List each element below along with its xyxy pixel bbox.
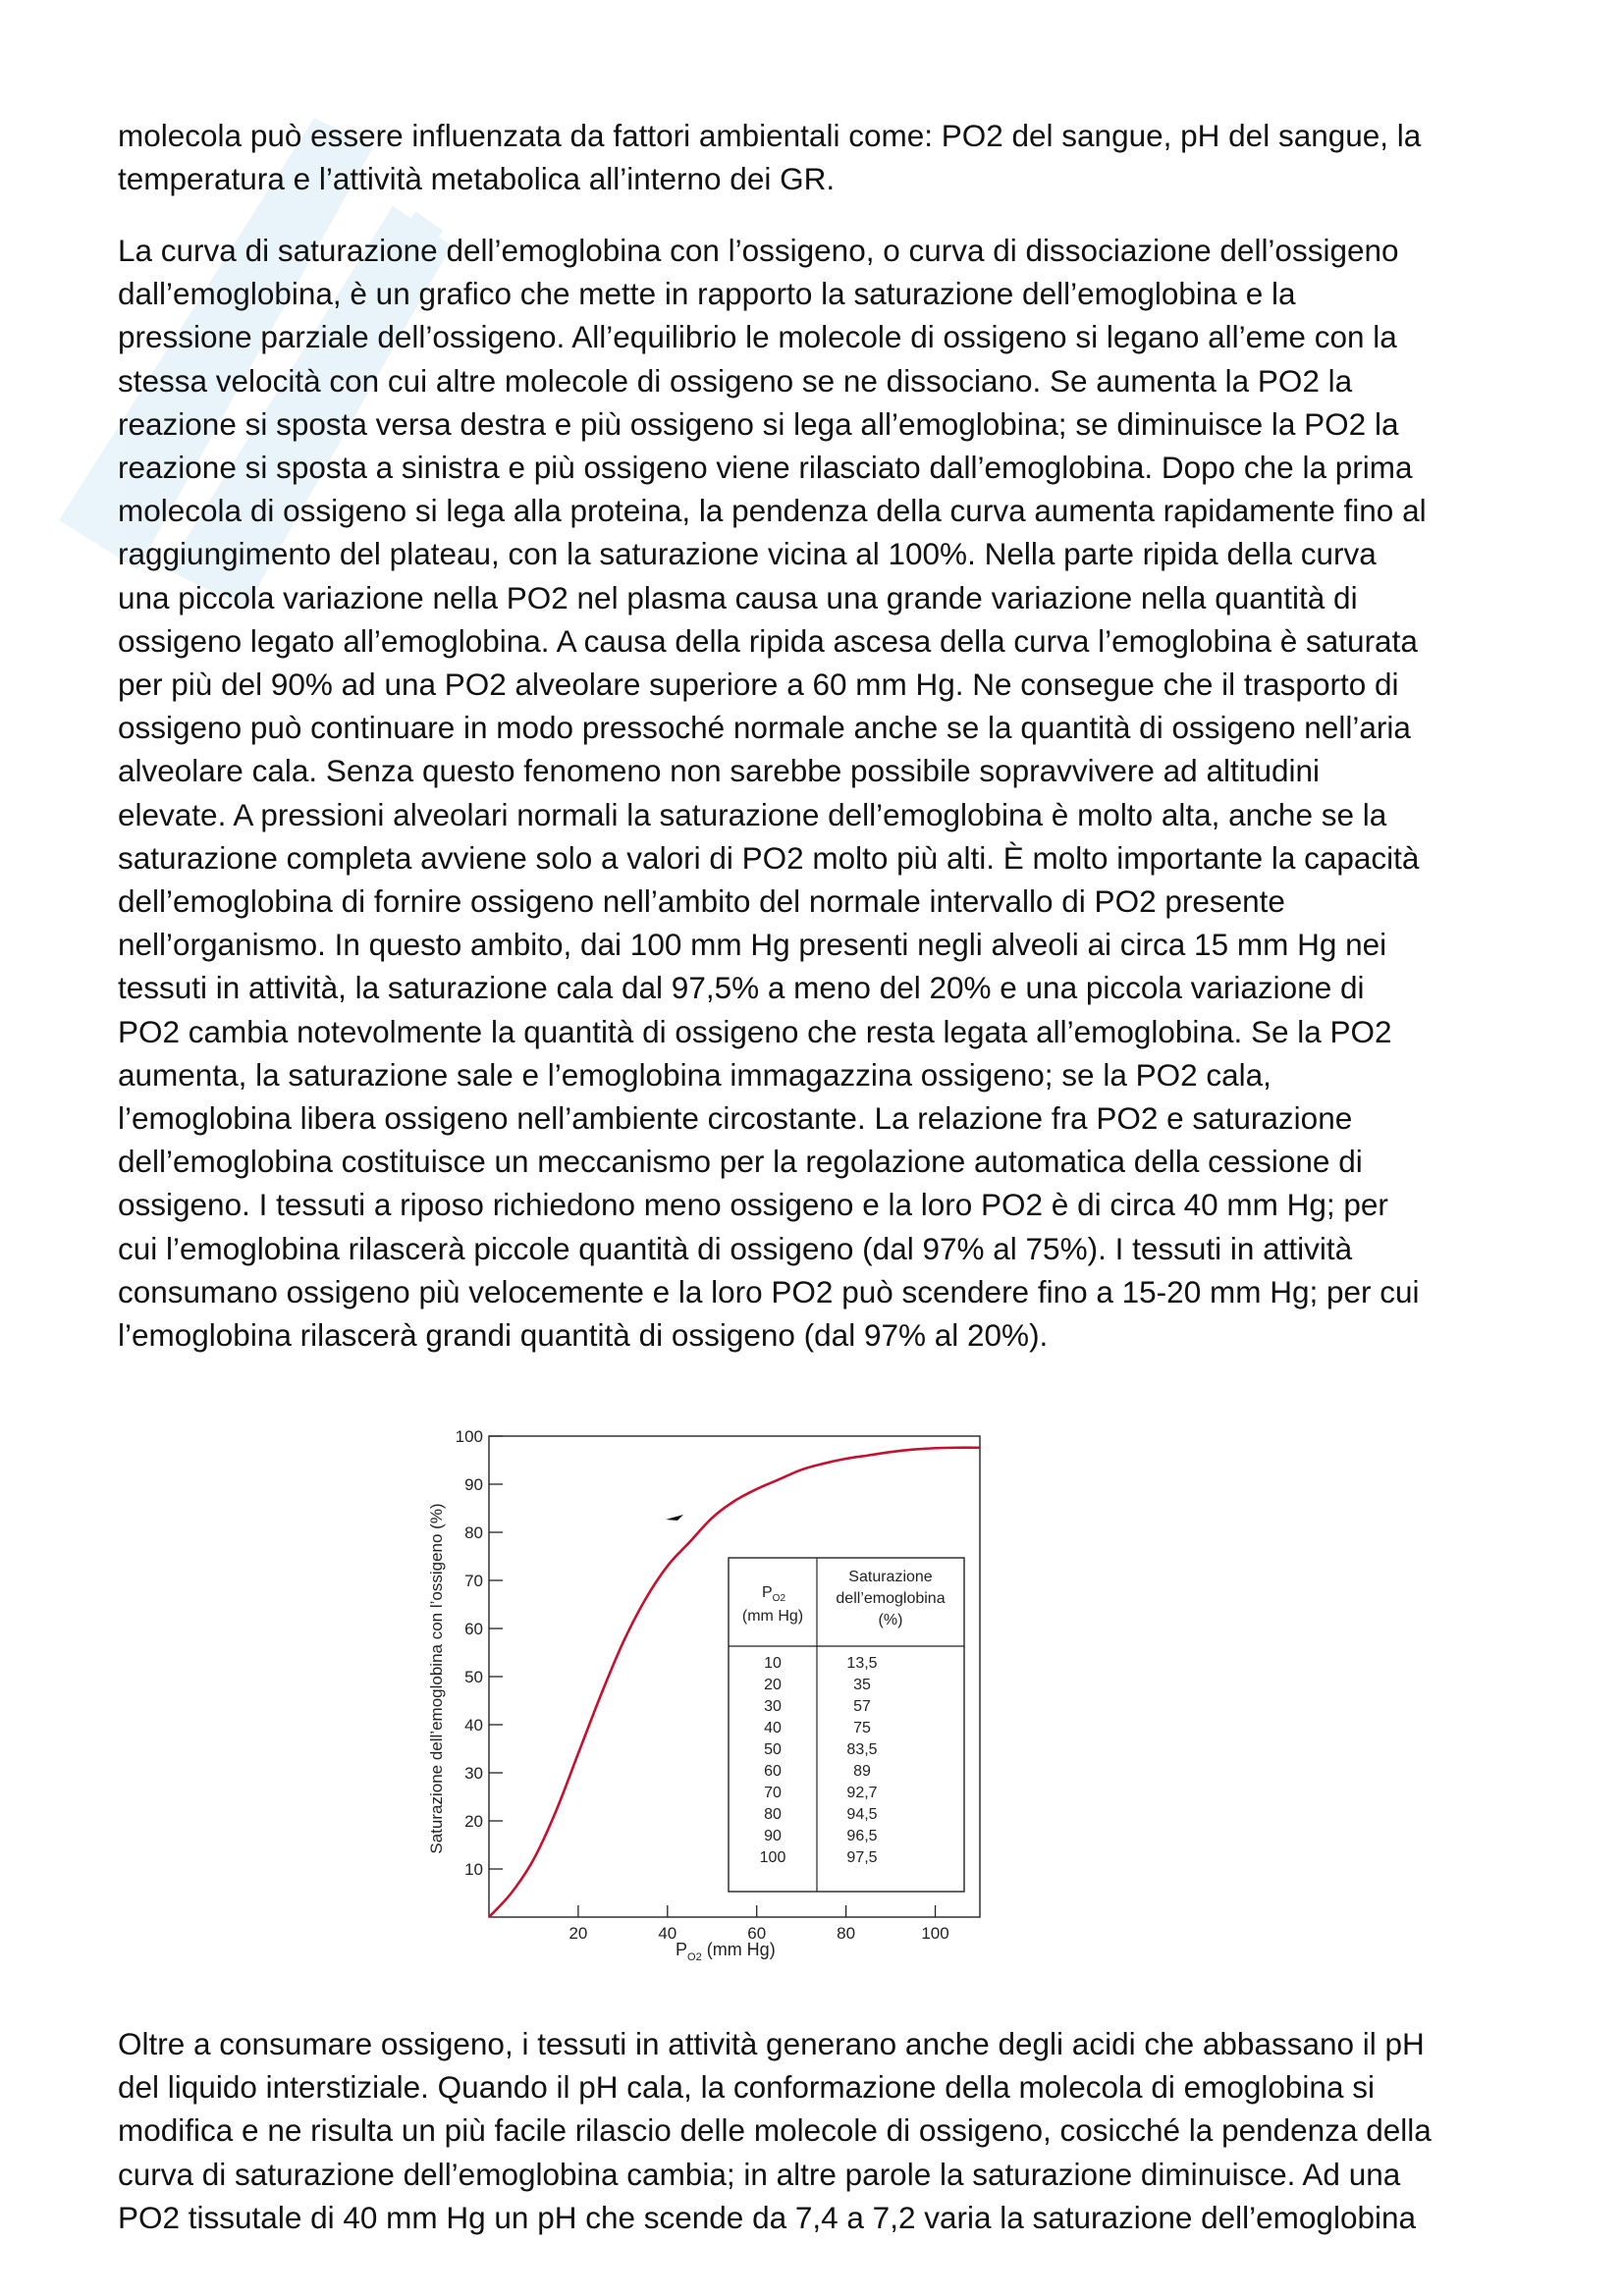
y-axis-label — [427, 1503, 446, 1853]
table-cell-po2: 100 — [759, 1849, 786, 1866]
x-ticks — [568, 1905, 948, 1943]
x-axis-title-main: P — [676, 1940, 688, 1959]
text-line: molecola può essere influenzata da fattori ambientali come: PO2 del sangue, pH del sangue, la — [118, 118, 1422, 153]
table-cell-saturation: 57 — [853, 1698, 871, 1715]
table-cell-saturation: 96,5 — [846, 1828, 878, 1844]
table-cell-po2: 90 — [764, 1828, 782, 1844]
x-tick-label: 80 — [837, 1924, 856, 1943]
text-line: curva di saturazione dell’emoglobina cambia; in altre parole la saturazione diminuisce. Ad una — [118, 2156, 1401, 2192]
text-line: dell’emoglobina di fornire ossigeno nell’ambito del normale intervallo di PO2 presente — [118, 883, 1285, 920]
table-header-saturation: (%) — [878, 1612, 903, 1629]
text-line: temperatura e l’attività metabolica all’interno dei GR. — [118, 161, 836, 197]
text-line: saturazione completa avviene solo a valori di PO2 molto più alti. È molto importante la capacità — [118, 839, 1420, 876]
saturation-chart — [412, 1418, 1001, 1988]
table-cell-po2: 60 — [764, 1763, 782, 1780]
x-tick-label: 40 — [658, 1924, 677, 1943]
text-line: stessa velocità con cui altre molecole di ossigeno se ne dissociano. Se aumenta la PO2 la — [118, 362, 1353, 399]
y-axis-title: Saturazione dell’emoglobina con l’ossigeno (%) — [427, 1503, 446, 1854]
text-line: raggiungimento del plateau, con la saturazione vicina al 100%. Nella parte ripida della curva — [118, 536, 1377, 572]
table-cell-saturation: 83,5 — [846, 1741, 878, 1758]
text-line: consumano ossigeno più velocemente e la loro PO2 può scendere fino a 15-20 mm Hg; per cui — [118, 1273, 1420, 1309]
table-cell-saturation: 13,5 — [846, 1655, 878, 1672]
y-tick-label: 30 — [464, 1764, 483, 1783]
table-cell-po2: 10 — [764, 1655, 782, 1672]
y-tick-label: 90 — [464, 1475, 483, 1494]
text-line: PO2 cambia notevolmente la quantità di ossigeno che resta legata all’emoglobina. Se la PO2 — [118, 1013, 1392, 1049]
y-tick-label: 50 — [464, 1668, 483, 1686]
x-tick-label: 100 — [921, 1924, 949, 1943]
table-header-po2: $P_{O2}$ — [762, 1584, 786, 1604]
table-cell-po2: 50 — [764, 1741, 782, 1758]
annotation-arrow-icon — [666, 1515, 683, 1521]
y-tick-label: 70 — [464, 1572, 483, 1590]
table-cell-saturation: 97,5 — [846, 1849, 878, 1866]
saturation-table — [729, 1558, 964, 1892]
text-line: PO2 tissutale di 40 mm Hg un pH che scende da 7,4 a 7,2 varia la saturazione dell’emoglobina — [118, 2199, 1417, 2235]
y-tick-label: 80 — [464, 1523, 483, 1542]
paragraph-2 — [118, 229, 1512, 1357]
x-axis-title — [676, 1940, 776, 1963]
text-line: La curva di saturazione dell’emoglobina con l’ossigeno, o curva di dissociazione dell’ossigeno — [118, 233, 1399, 268]
text-line: reazione si sposta versa destra e più ossigeno si lega all’emoglobina; se diminuisce la PO2 la — [118, 405, 1399, 442]
table-cell-saturation: 94,5 — [846, 1806, 878, 1823]
table-cell-po2: 40 — [764, 1720, 782, 1736]
x-tick-label: 20 — [568, 1924, 588, 1943]
text-line: reazione si sposta a sinistra e più ossigeno viene rilasciato dall’emoglobina. Dopo che la prima — [118, 450, 1413, 486]
y-tick-label: 20 — [464, 1812, 483, 1831]
table-cell-saturation: 35 — [853, 1677, 871, 1693]
text-line: aumenta, la saturazione sale e l’emoglobina immagazzina ossigeno; se la PO2 cala, — [118, 1056, 1271, 1093]
table-cell-saturation: 89 — [853, 1763, 871, 1780]
text-line: elevate. A pressioni alveolari normali la saturazione dell’emoglobina è molto alta, anche se la — [118, 796, 1387, 832]
table-cell-po2: 20 — [764, 1677, 782, 1693]
y-tick-label: 100 — [455, 1427, 483, 1446]
x-tick-label: 60 — [747, 1924, 767, 1943]
text-line: tessuti in attività, la saturazione cala dal 97,5% a meno del 20% e una piccola variazione di — [118, 970, 1365, 1006]
text-line: ossigeno. I tessuti a riposo richiedono meno ossigeno e la loro PO2 è di circa 40 mm Hg; per — [118, 1187, 1388, 1223]
y-tick-label: 10 — [464, 1860, 483, 1879]
table-cell-po2: 70 — [764, 1785, 782, 1801]
text-line: nell’organismo. In questo ambito, dai 100 mm Hg presenti negli alveoli ai circa 15 mm Hg nei — [118, 927, 1387, 963]
text-line: dall’emoglobina, è un grafico che mette in rapporto la saturazione dell’emoglobina e la — [118, 276, 1296, 312]
x-axis-title-sub: O2 — [687, 1951, 702, 1963]
table-cell-po2: 30 — [764, 1698, 782, 1715]
y-ticks — [456, 1427, 503, 1879]
text-line: molecola di ossigeno si lega alla proteina, la pendenza della curva aumenta rapidamente fino al — [118, 493, 1427, 529]
x-axis-title-unit: (mm Hg) — [706, 1940, 776, 1959]
text-line: una piccola variazione nella PO2 nel plasma causa una grande variazione nella quantità di — [118, 579, 1358, 615]
text-line: dell’emoglobina costituisce un meccanismo per la regolazione automatica della cessione di — [118, 1144, 1363, 1180]
table-header-po2-unit: (mm Hg) — [741, 1608, 804, 1625]
text-line: per più del 90% ad una PO2 alveolare superiore a 60 mm Hg. Ne consegue che il trasporto di — [118, 667, 1399, 703]
text-line: del liquido interstiziale. Quando il pH cala, la conformazione della molecola di emoglobina si — [118, 2069, 1375, 2106]
table-cell-po2: 80 — [764, 1806, 782, 1823]
text-line: pressione parziale dell’ossigeno. All’equilibrio le molecole di ossigeno si legano all’eme con la — [118, 319, 1397, 355]
table-header-saturation: Saturazione — [848, 1569, 933, 1585]
oxygen-dissociation-figure — [412, 1418, 1001, 1988]
text-line: l’emoglobina libera ossigeno nell’ambiente circostante. La relazione fra PO2 e saturazione — [118, 1100, 1353, 1137]
table-cell-saturation: 92,7 — [846, 1785, 878, 1801]
svg-text:PO2(mm Hg) — [676, 1940, 776, 1963]
paragraph-3 — [118, 2022, 1512, 2239]
y-tick-label: 60 — [464, 1620, 483, 1638]
y-tick-label: 40 — [464, 1716, 483, 1735]
text-line: ossigeno legato all’emoglobina. A causa della ripida ascesa della curva l’emoglobina è saturata — [118, 622, 1418, 659]
table-cell-saturation: 75 — [853, 1720, 871, 1736]
paragraph-1 — [118, 114, 1512, 200]
text-line: l’emoglobina rilascerà grandi quantità di ossigeno (dal 97% al 20%). — [118, 1317, 1049, 1354]
text-line: alveolare cala. Senza questo fenomeno non sarebbe possibile sopravvivere ad altitudini — [118, 753, 1321, 789]
text-line: ossigeno può continuare in modo pressoché normale anche se la quantità di ossigeno nell’aria — [118, 710, 1411, 746]
text-line: modifica e ne risulta un più facile rilascio delle molecole di ossigeno, cosicché la pendenza della — [118, 2112, 1432, 2149]
text-line: Oltre a consumare ossigeno, i tessuti in attività generano anche degli acidi che abbassano il pH — [118, 2026, 1425, 2061]
text-line: cui l’emoglobina rilascerà piccole quantità di ossigeno (dal 97% al 75%). I tessuti in attività — [118, 1230, 1353, 1266]
table-header-saturation: dell’emoglobina — [836, 1590, 946, 1607]
